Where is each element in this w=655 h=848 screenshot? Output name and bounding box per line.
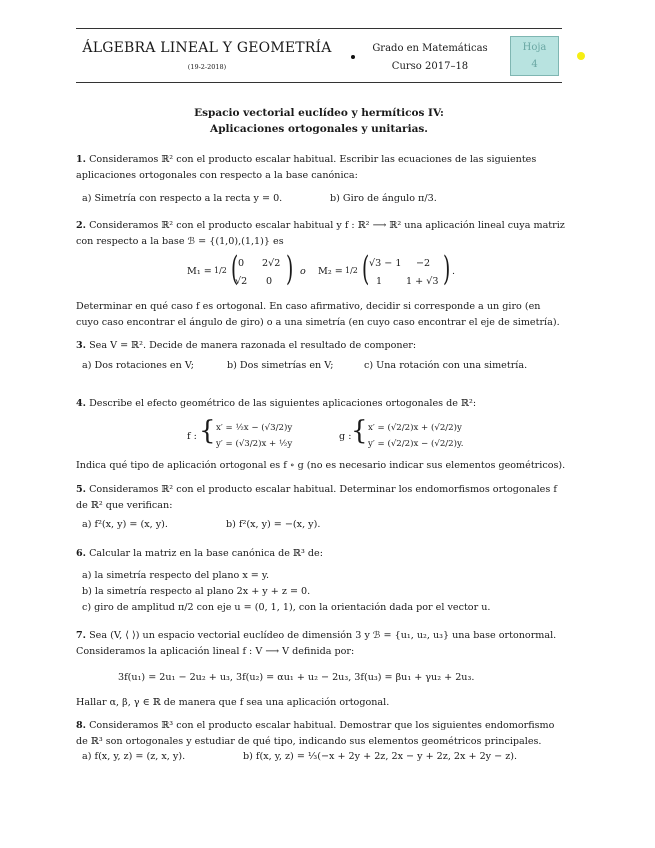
matrix-m2-lparen: ( — [361, 249, 370, 289]
q6-item-a: a) la simetría respecto del plano x = y. — [82, 570, 270, 581]
system-g-brace: { — [351, 416, 368, 446]
question-number: 4. — [76, 398, 87, 409]
question-text: Consideramos ℝ² con el producto escalar habitual. Determinar los endomorfismos ortogonales f de ℝ² que verifican: — [76, 484, 557, 511]
system-f-eq2: y′ = (√3/2)x + ½y — [216, 439, 293, 449]
matrix-m1-rparen: ) — [285, 249, 294, 289]
question-text: Consideramos ℝ³ con el producto escalar habitual. Demostrar que los siguientes endomorfismo de ℝ³ son ortogonales y estudiar de qué tipo, indicando sus elementos geométricos principales. — [76, 720, 555, 747]
system-f-label: f : — [187, 431, 197, 442]
sheet-label: Hoja — [522, 42, 547, 53]
system-g-eq1: x′ = (√2/2)x + (√2/2)y — [368, 423, 462, 433]
matrix-m2-label: M₂ = — [318, 266, 343, 277]
matrix-m2-rparen: ) — [442, 249, 451, 289]
q1-item-a: a) Simetría con respecto a la recta y = 0. — [82, 193, 283, 204]
matrix-m2-a12: −2 — [416, 258, 431, 269]
question-4-followup: Indica qué tipo de aplicación ortogonal es f ∘ g (no es necesario indicar sus elementos geométricos). — [76, 460, 566, 471]
top-rule — [76, 28, 562, 29]
question-text: Consideramos ℝ² con el producto escalar habitual. Escribir las ecuaciones de las siguientes aplicaciones ortogonales con respecto a la base canónica: — [76, 154, 537, 181]
matrix-m2-a11: √3 − 1 — [369, 258, 402, 269]
question-4 — [76, 396, 566, 412]
matrix-m2-a22: 1 + √3 — [406, 276, 439, 287]
header-bullet — [351, 55, 355, 59]
question-2-followup: Determinar en qué caso f es ortogonal. En caso afirmativo, decidir si corresponde a un giro (en cuyo caso encontrar el ángulo de giro) o a una simetría (en cuyo caso encontrar el eje de simetría). — [76, 301, 560, 328]
question-number: 5. — [76, 484, 87, 495]
question-text: Calcular la matriz en la base canónica de ℝ³ de: — [89, 548, 323, 559]
question-2 — [76, 218, 566, 250]
matrix-m1-a21: √2 — [235, 276, 248, 287]
matrix-m1-label: M₁ = — [187, 266, 212, 277]
q1-item-b: b) Giro de ángulo π/3. — [330, 193, 437, 204]
course-title: ÁLGEBRA LINEAL Y GEOMETRÍA — [82, 40, 332, 56]
question-number: 7. — [76, 630, 87, 641]
sheet-number: 4 — [531, 59, 538, 70]
matrix-m2-a21: 1 — [376, 276, 383, 287]
system-g-label: g : — [339, 431, 352, 442]
course-year: Curso 2017–18 — [391, 61, 469, 72]
question-number: 2. — [76, 220, 87, 231]
q5-item-a: a) f²(x, y) = (x, y). — [82, 519, 168, 530]
sheet-box — [510, 36, 559, 76]
degree-name: Grado en Matemáticas — [372, 43, 488, 54]
system-f-brace: { — [199, 416, 216, 446]
system-g-eq2: y′ = (√2/2)x − (√2/2)y. — [368, 439, 464, 449]
system-f-eq1: x′ = ½x − (√3/2)y — [216, 423, 293, 433]
q6-item-b: b) la simetría respecto al plano 2x + y + z = 0. — [82, 586, 311, 597]
q3-item-b: b) Dos simetrías en V; — [227, 360, 334, 371]
doc-title-line2: Aplicaciones ortogonales y unitarias. — [210, 123, 428, 135]
bottom-rule — [76, 82, 562, 83]
matrix-m1-a12: 2√2 — [262, 258, 281, 269]
exam-date: (19-2-2018) — [187, 63, 227, 71]
question-text: Describe el efecto geométrico de las siguientes aplicaciones ortogonales de ℝ²: — [89, 398, 477, 409]
question-text: Consideramos ℝ² con el producto escalar habitual y f : ℝ² ⟶ ℝ² una aplicación lineal cuya matriz con respecto a la base ℬ = {(1,0),(1,1)} es — [76, 220, 565, 247]
matrix-m2-fraction: 1/2 — [345, 266, 358, 275]
q6-item-c: c) giro de amplitud π/2 con eje u = (0, 1, 1), con la orientación dada por el vector u. — [82, 602, 491, 613]
q8-item-a: a) f(x, y, z) = (z, x, y). — [82, 751, 186, 762]
question-text: Sea (V, ⟨ ⟩) un espacio vectorial euclídeo de dimensión 3 y ℬ = {u₁, u₂, u₃} una base ortonormal. Consideramos la aplicación lineal f : V ⟶ V definida por: — [76, 630, 557, 657]
question-number: 6. — [76, 548, 87, 559]
q8-item-b: b) f(x, y, z) = ⅓(−x + 2y + 2z, 2x − y + 2z, 2x + 2y − z). — [243, 751, 518, 762]
matrix-separator: o — [300, 266, 306, 277]
matrix-m1-a22: 0 — [266, 276, 273, 287]
q3-item-c: c) Una rotación con una simetría. — [364, 360, 528, 371]
highlight-dot — [577, 52, 585, 60]
q5-item-b: b) f²(x, y) = −(x, y). — [226, 519, 321, 530]
question-5 — [76, 482, 566, 514]
question-number: 8. — [76, 720, 87, 731]
question-7 — [76, 628, 566, 660]
doc-title-line1: Espacio vectorial euclídeo y hermíticos IV: — [194, 107, 444, 119]
question-text: Sea V = ℝ². Decide de manera razonada el resultado de componer: — [89, 340, 417, 351]
matrix-m1-fraction: 1/2 — [214, 266, 227, 275]
matrix-period: . — [452, 266, 456, 277]
question-number: 1. — [76, 154, 87, 165]
q3-item-a: a) Dos rotaciones en V; — [82, 360, 195, 371]
question-1 — [76, 152, 566, 184]
question-3 — [76, 338, 566, 354]
question-number: 3. — [76, 340, 87, 351]
matrix-m1-a11: 0 — [238, 258, 245, 269]
question-6 — [76, 546, 566, 562]
question-8 — [76, 718, 566, 750]
matrix-m1-lparen: ( — [230, 249, 239, 289]
question-7-equation: 3f(u₁) = 2u₁ − 2u₂ + u₃, 3f(u₂) = αu₁ + u₂ − 2u₃, 3f(u₃) = βu₁ + γu₂ + 2u₃. — [118, 672, 475, 683]
question-7-followup: Hallar α, β, γ ∈ ℝ de manera que f sea una aplicación ortogonal. — [76, 697, 390, 708]
